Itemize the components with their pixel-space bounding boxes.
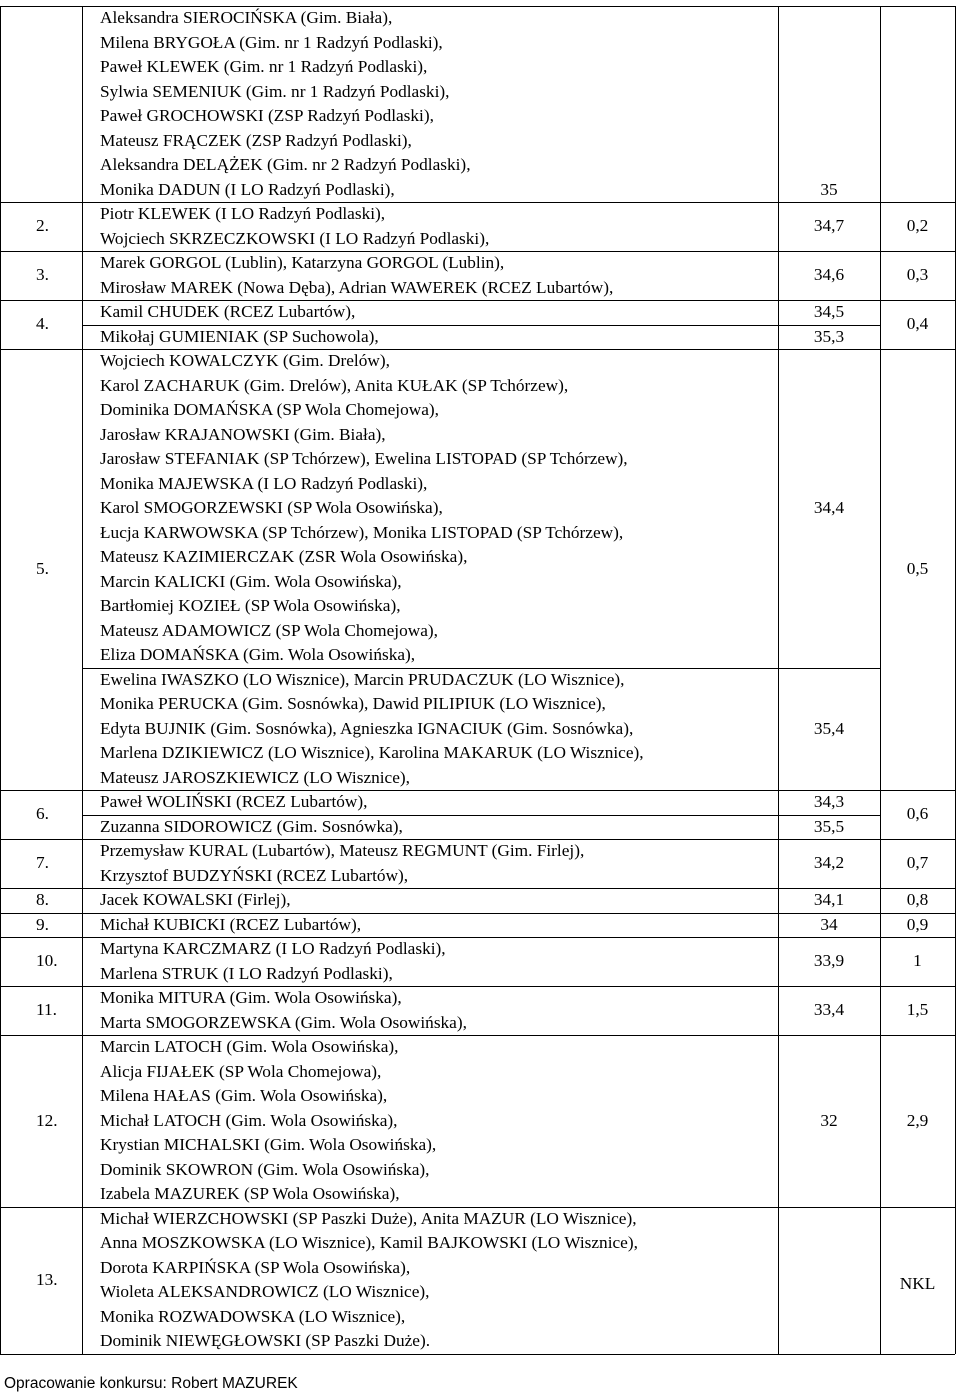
participant-line: Aleksandra SIEROCIŃSKA (Gim. Biała), — [100, 8, 393, 27]
participant-line: Zuzanna SIDOROWICZ (Gim. Sosnówka), — [100, 816, 403, 836]
participant-line: Wojciech KOWALCZYK (Gim. Drelów), — [100, 351, 390, 370]
rank-cell: 7. — [36, 853, 49, 873]
footer-credit: Opracowanie konkursu: Robert MAZUREK — [4, 1375, 298, 1392]
participant-line: Michał WIERZCHOWSKI (SP Paszki Duże), Anita MAZUR (LO Wisznice), — [100, 1208, 637, 1228]
loss-cell: 0,5 — [906, 559, 929, 579]
score-cell: 35,3 — [813, 326, 845, 346]
table-left-border — [0, 6, 1, 1354]
participant-line: Paweł KLEWEK (Gim. nr 1 Radzyń Podlaski), — [100, 57, 428, 76]
score-cell: 34,3 — [813, 792, 845, 811]
participant-line: Edyta BUJNIK (Gim. Sosnówka), Agnieszka IGNACIUK (Gim. Sosnówka), — [100, 718, 634, 738]
participant-line: Marlena STRUK (I LO Radzyń Podlaski), — [100, 963, 393, 983]
participant-line: Dorota KARPIŃSKA (SP Wola Osowińska), — [100, 1257, 411, 1277]
score-cell: 32 — [820, 1110, 838, 1130]
participant-line: Paweł GROCHOWSKI (ZSP Radzyń Podlaski), — [100, 106, 434, 125]
participant-line: Krystian MICHALSKI (Gim. Wola Osowińska), — [100, 1135, 437, 1154]
rank-cell: 10. — [36, 951, 58, 971]
loss-cell: NKL — [899, 1273, 936, 1293]
loss-cell: 0,4 — [906, 314, 929, 334]
loss-cell: 0,6 — [906, 804, 929, 824]
participant-line: Krzysztof BUDZYŃSKI (RCEZ Lubartów), — [100, 865, 409, 885]
participant-line: Monika MAJEWSKA (I LO Radzyń Podlaski), — [100, 473, 428, 493]
participant-line: Michał KUBICKI (RCEZ Lubartów), — [100, 914, 362, 934]
participant-line: Aleksandra DELĄŻEK (Gim. nr 2 Radzyń Podlaski), — [100, 155, 471, 174]
participant-line: Mateusz ADAMOWICZ (SP Wola Chomejowa), — [100, 620, 438, 640]
loss-cell: 0,3 — [906, 265, 929, 285]
score-cell: 34,1 — [813, 890, 845, 909]
score-cell: 33,4 — [813, 1000, 845, 1020]
participant-line: Ewelina IWASZKO (LO Wisznice), Marcin PRUDACZUK (LO Wisznice), — [100, 669, 625, 689]
loss-cell: 2,9 — [906, 1110, 929, 1130]
participant-line: Mirosław MAREK (Nowa Dęba), Adrian WAWEREK (RCEZ Lubartów), — [100, 277, 614, 297]
participant-line: Dominik SKOWRON (Gim. Wola Osowińska), — [100, 1159, 430, 1179]
rank-cell: 12. — [36, 1110, 58, 1130]
participant-line: Mateusz FRĄCZEK (ZSP Radzyń Podlaski), — [100, 130, 412, 150]
loss-cell: 0,9 — [906, 914, 929, 934]
rank-cell: 3. — [36, 265, 49, 285]
participant-line: Karol SMOGORZEWSKI (SP Wola Osowińska), — [100, 498, 443, 517]
participant-line: Monika MITURA (Gim. Wola Osowińska), — [100, 988, 402, 1007]
participant-line: Wioleta ALEKSANDROWICZ (LO Wisznice), — [100, 1282, 430, 1301]
loss-cell: 1 — [913, 951, 922, 971]
score-cell: 34,2 — [813, 853, 845, 873]
score-cell: 35,4 — [813, 718, 845, 738]
participant-line: Dominik NIEWĘGŁOWSKI (SP Paszki Duże). — [100, 1331, 431, 1350]
loss-cell: 1,5 — [906, 1000, 929, 1020]
participant-line: Karol ZACHARUK (Gim. Drelów), Anita KUŁAK (SP Tchórzew), — [100, 375, 569, 395]
participant-line: Dominika DOMAŃSKA (SP Wola Chomejowa), — [100, 400, 439, 419]
participant-line: Milena HAŁAS (Gim. Wola Osowińska), — [100, 1086, 388, 1105]
participant-line: Eliza DOMAŃSKA (Gim. Wola Osowińska), — [100, 645, 416, 664]
participant-line: Marta SMOGORZEWSKA (Gim. Wola Osowińska), — [100, 1012, 467, 1032]
participant-line: Kamil CHUDEK (RCEZ Lubartów), — [100, 302, 356, 321]
rank-cell: 2. — [36, 216, 49, 236]
score-cell: 33,9 — [813, 951, 845, 971]
score-cell: 35 — [820, 179, 838, 199]
score-cell: 35,5 — [813, 816, 845, 836]
participant-line: Monika DADUN (I LO Radzyń Podlaski), — [100, 179, 395, 199]
column-divider — [82, 6, 83, 1354]
participant-line: Michał LATOCH (Gim. Wola Osowińska), — [100, 1110, 398, 1130]
rank-cell: 5. — [36, 559, 49, 579]
column-divider — [880, 6, 881, 1354]
participant-line: Jarosław KRAJANOWSKI (Gim. Biała), — [100, 424, 386, 444]
score-cell: 34,7 — [813, 216, 845, 236]
participant-line: Przemysław KURAL (Lubartów), Mateusz REGMUNT (Gim. Firlej), — [100, 841, 585, 860]
table-right-border — [955, 6, 956, 1354]
participant-line: Mikołaj GUMIENIAK (SP Suchowola), — [100, 326, 379, 346]
loss-cell: 0,7 — [906, 853, 929, 873]
rank-cell: 4. — [36, 314, 49, 334]
participant-line: Piotr KLEWEK (I LO Radzyń Podlaski), — [100, 204, 386, 223]
participant-line: Paweł WOLIŃSKI (RCEZ Lubartów), — [100, 792, 368, 811]
participant-line: Wojciech SKRZECZKOWSKI (I LO Radzyń Podlaski), — [100, 228, 490, 248]
participant-line: Sylwia SEMENIUK (Gim. nr 1 Radzyń Podlaski), — [100, 81, 450, 101]
rank-cell: 8. — [36, 890, 49, 909]
row-divider — [0, 1354, 955, 1355]
loss-cell: 0,2 — [906, 216, 929, 236]
participant-line: Alicja FIJAŁEK (SP Wola Chomejowa), — [100, 1061, 382, 1081]
participant-line: Milena BRYGOŁA (Gim. nr 1 Radzyń Podlaski), — [100, 32, 443, 52]
participant-line: Monika ROZWADOWSKA (LO Wisznice), — [100, 1306, 406, 1326]
participant-line: Bartłomiej KOZIEŁ (SP Wola Osowińska), — [100, 596, 401, 615]
rank-cell: 6. — [36, 804, 49, 824]
participant-line: Monika PERUCKA (Gim. Sosnówka), Dawid PILIPIUK (LO Wisznice), — [100, 694, 606, 713]
participant-line: Jarosław STEFANIAK (SP Tchórzew), Ewelina LISTOPAD (SP Tchórzew), — [100, 449, 628, 468]
score-cell: 34,5 — [813, 302, 845, 321]
participant-line: Łucja KARWOWSKA (SP Tchórzew), Monika LISTOPAD (SP Tchórzew), — [100, 522, 624, 542]
rank-cell: 11. — [36, 1000, 57, 1020]
rank-cell: 13. — [36, 1269, 58, 1289]
participant-line: Mateusz KAZIMIERCZAK (ZSR Wola Osowińska), — [100, 547, 468, 566]
participant-line: Marcin KALICKI (Gim. Wola Osowińska), — [100, 571, 402, 591]
score-cell: 34,4 — [813, 498, 845, 517]
score-cell: 34,6 — [813, 265, 845, 285]
participant-line: Izabela MAZUREK (SP Wola Osowińska), — [100, 1184, 400, 1203]
participant-line: Marlena DZIKIEWICZ (LO Wisznice), Karolina MAKARUK (LO Wisznice), — [100, 743, 644, 762]
score-cell: 34 — [820, 914, 838, 934]
participant-line: Marcin LATOCH (Gim. Wola Osowińska), — [100, 1037, 399, 1056]
column-divider — [778, 6, 779, 1354]
participant-line: Anna MOSZKOWSKA (LO Wisznice), Kamil BAJKOWSKI (LO Wisznice), — [100, 1233, 638, 1252]
participant-line: Martyna KARCZMARZ (I LO Radzyń Podlaski), — [100, 939, 446, 958]
rank-cell: 9. — [36, 914, 49, 934]
loss-cell: 0,8 — [906, 890, 929, 909]
participant-line: Marek GORGOL (Lublin), Katarzyna GORGOL (Lublin), — [100, 253, 505, 272]
participant-line: Jacek KOWALSKI (Firlej), — [100, 890, 291, 909]
participant-line: Mateusz JAROSZKIEWICZ (LO Wisznice), — [100, 767, 410, 787]
